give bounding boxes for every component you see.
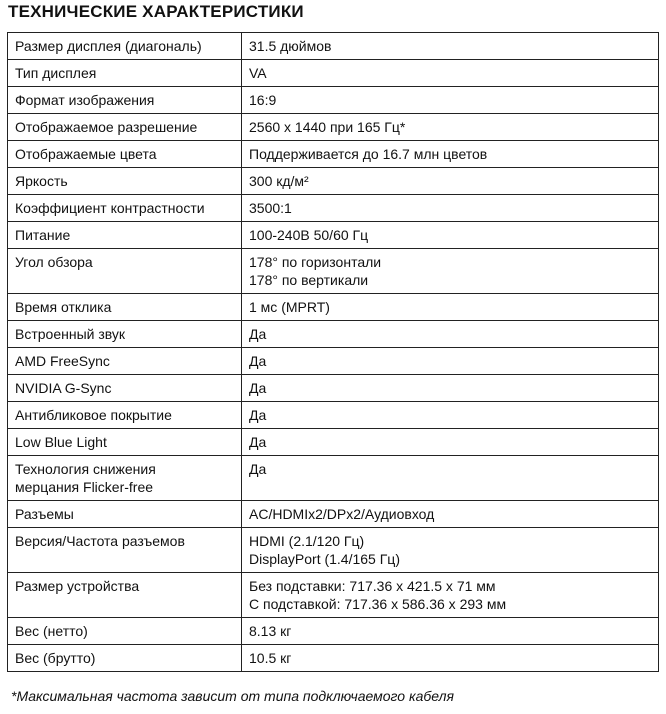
spec-label-cell bbox=[8, 429, 242, 456]
spec-value-cell bbox=[242, 456, 659, 501]
spec-row bbox=[8, 402, 659, 429]
spec-label: Разъемы bbox=[15, 506, 74, 522]
spec-label: Отображаемые цвета bbox=[15, 146, 157, 162]
spec-row bbox=[8, 294, 659, 321]
spec-value-cell bbox=[242, 87, 659, 114]
spec-value: 10.5 кг bbox=[249, 650, 292, 666]
spec-label-cell bbox=[8, 573, 242, 618]
spec-label: Время отклика bbox=[15, 299, 112, 315]
spec-value: Поддерживается до 16.7 млн цветов bbox=[249, 146, 488, 162]
spec-label-cell bbox=[8, 528, 242, 573]
spec-value: 2560 x 1440 при 165 Гц* bbox=[249, 119, 406, 135]
spec-value-cell bbox=[242, 222, 659, 249]
spec-row bbox=[8, 528, 659, 573]
spec-label: Вес (брутто) bbox=[15, 650, 96, 666]
spec-row bbox=[8, 348, 659, 375]
spec-row bbox=[8, 645, 659, 672]
spec-label-cell bbox=[8, 348, 242, 375]
spec-label-cell bbox=[8, 294, 242, 321]
spec-label: Версия/Частота разъемов bbox=[15, 533, 185, 549]
spec-value: 178° по горизонтали bbox=[249, 254, 382, 270]
spec-value-cell bbox=[242, 528, 659, 573]
spec-value: HDMI (2.1/120 Гц) bbox=[249, 533, 365, 549]
spec-row bbox=[8, 60, 659, 87]
spec-value-cell bbox=[242, 141, 659, 168]
spec-label-cell bbox=[8, 375, 242, 402]
spec-value-cell bbox=[242, 402, 659, 429]
spec-label: Вес (нетто) bbox=[15, 623, 88, 639]
spec-label-cell bbox=[8, 222, 242, 249]
spec-value: Да bbox=[249, 461, 267, 477]
spec-label: Технология снижения bbox=[15, 461, 156, 477]
spec-label-cell bbox=[8, 60, 242, 87]
spec-row bbox=[8, 375, 659, 402]
spec-label: Угол обзора bbox=[15, 254, 93, 270]
spec-label: Формат изображения bbox=[15, 92, 155, 108]
spec-label: Тип дисплея bbox=[15, 65, 97, 81]
spec-label-cell bbox=[8, 249, 242, 294]
spec-value-cell bbox=[242, 33, 659, 60]
spec-row bbox=[8, 249, 659, 294]
spec-value-cell bbox=[242, 321, 659, 348]
spec-label-cell bbox=[8, 168, 242, 195]
spec-label: Яркость bbox=[15, 173, 68, 189]
page-title: ТЕХНИЧЕСКИЕ ХАРАКТЕРИСТИКИ bbox=[8, 2, 304, 21]
spec-label-cell bbox=[8, 321, 242, 348]
spec-value-cell bbox=[242, 249, 659, 294]
spec-value-cell bbox=[242, 60, 659, 87]
spec-value: С подставкой: 717.36 x 586.36 x 293 мм bbox=[249, 596, 507, 612]
spec-row bbox=[8, 33, 659, 60]
spec-row bbox=[8, 573, 659, 618]
spec-label-cell bbox=[8, 195, 242, 222]
spec-row bbox=[8, 114, 659, 141]
spec-row bbox=[8, 87, 659, 114]
spec-label: Питание bbox=[15, 227, 71, 243]
spec-value: 16:9 bbox=[249, 92, 277, 108]
spec-label-cell bbox=[8, 618, 242, 645]
spec-value: 100-240В 50/60 Гц bbox=[249, 227, 369, 243]
footnote: *Максимальная частота зависит от типа подключаемого кабеля bbox=[11, 688, 454, 704]
spec-label-cell bbox=[8, 456, 242, 501]
spec-label: Коэффициент контрастности bbox=[15, 200, 205, 216]
spec-value-cell bbox=[242, 429, 659, 456]
spec-value: Да bbox=[249, 434, 267, 450]
spec-label: Размер устройства bbox=[15, 578, 140, 594]
spec-row bbox=[8, 141, 659, 168]
spec-value: 3500:1 bbox=[249, 200, 292, 216]
spec-row bbox=[8, 456, 659, 501]
spec-label-cell bbox=[8, 114, 242, 141]
spec-table-body bbox=[8, 33, 659, 672]
spec-value: Да bbox=[249, 353, 267, 369]
spec-label-cell bbox=[8, 141, 242, 168]
spec-row bbox=[8, 618, 659, 645]
spec-value: Да bbox=[249, 326, 267, 342]
spec-value: 1 мс (MPRT) bbox=[249, 299, 330, 315]
spec-label-cell bbox=[8, 501, 242, 528]
spec-label: Low Blue Light bbox=[15, 434, 107, 450]
spec-value-cell bbox=[242, 501, 659, 528]
spec-value-cell bbox=[242, 168, 659, 195]
spec-label-cell bbox=[8, 645, 242, 672]
spec-row bbox=[8, 321, 659, 348]
spec-value: Да bbox=[249, 407, 267, 423]
spec-value: 178° по вертикали bbox=[249, 272, 369, 288]
spec-value: 31.5 дюймов bbox=[249, 38, 332, 54]
spec-value: AC/HDMIx2/DPx2/Аудиовход bbox=[249, 506, 435, 522]
spec-table bbox=[7, 32, 659, 672]
spec-label-cell bbox=[8, 33, 242, 60]
spec-label: Встроенный звук bbox=[15, 326, 126, 342]
spec-label: мерцания Flicker-free bbox=[15, 479, 154, 495]
spec-label: AMD FreeSync bbox=[15, 353, 110, 369]
spec-value-cell bbox=[242, 618, 659, 645]
spec-value: DisplayPort (1.4/165 Гц) bbox=[249, 551, 400, 567]
spec-value-cell bbox=[242, 375, 659, 402]
spec-value: Да bbox=[249, 380, 267, 396]
spec-label: Антибликовое покрытие bbox=[15, 407, 172, 423]
spec-label: NVIDIA G-Sync bbox=[15, 380, 112, 396]
spec-row bbox=[8, 429, 659, 456]
spec-value: 300 кд/м² bbox=[249, 173, 309, 189]
spec-value: 8.13 кг bbox=[249, 623, 292, 639]
spec-row bbox=[8, 222, 659, 249]
spec-value-cell bbox=[242, 645, 659, 672]
spec-row bbox=[8, 195, 659, 222]
spec-row bbox=[8, 501, 659, 528]
spec-row bbox=[8, 168, 659, 195]
spec-value-cell bbox=[242, 294, 659, 321]
spec-label: Размер дисплея (диагональ) bbox=[15, 38, 202, 54]
spec-value-cell bbox=[242, 114, 659, 141]
spec-label-cell bbox=[8, 87, 242, 114]
spec-value: VA bbox=[249, 65, 267, 81]
spec-value-cell bbox=[242, 195, 659, 222]
spec-value-cell bbox=[242, 348, 659, 375]
spec-label-cell bbox=[8, 402, 242, 429]
spec-value-cell bbox=[242, 573, 659, 618]
spec-label: Отображаемое разрешение bbox=[15, 119, 198, 135]
spec-value: Без подставки: 717.36 x 421.5 x 71 мм bbox=[249, 578, 496, 594]
